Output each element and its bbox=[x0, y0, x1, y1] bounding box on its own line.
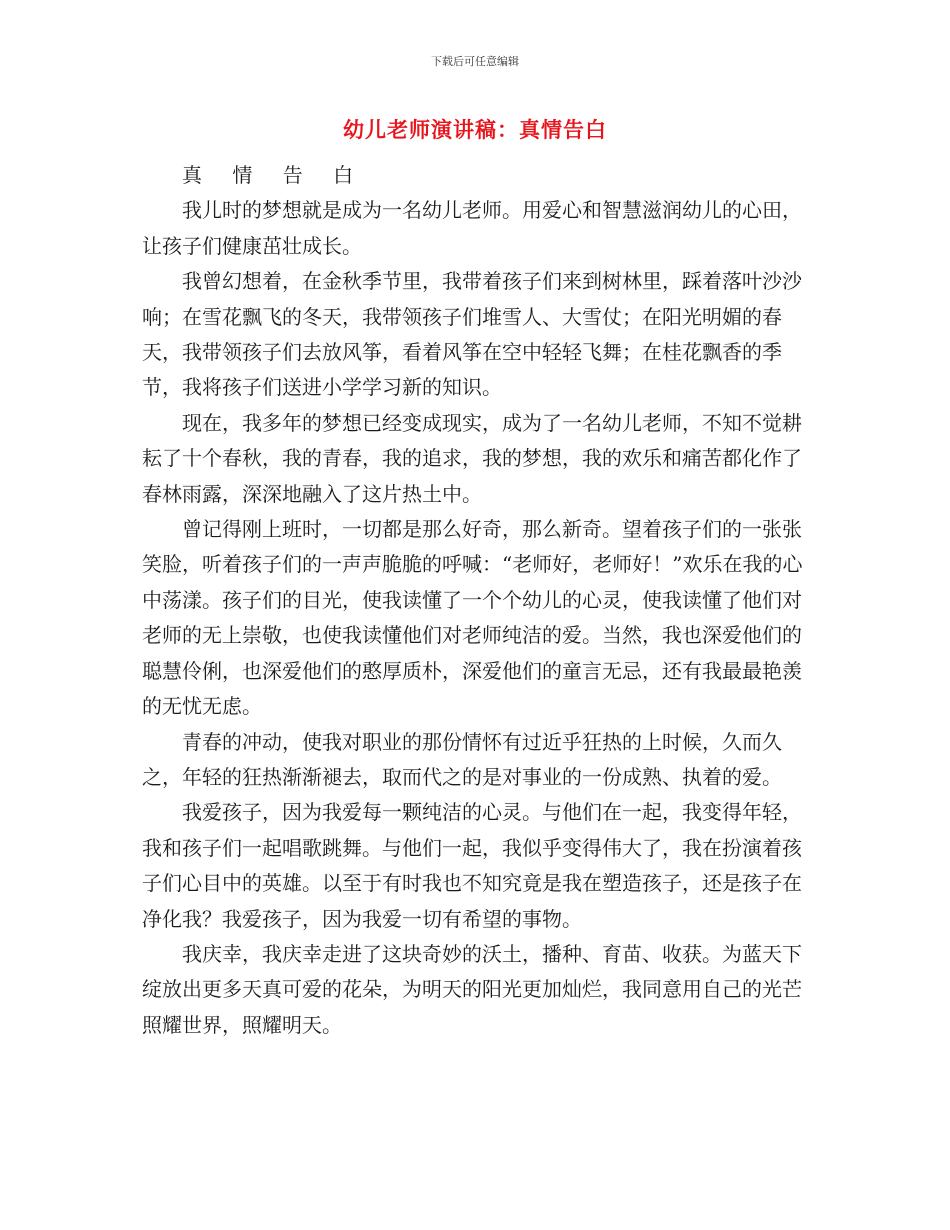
paragraph: 我儿时的梦想就是成为一名幼儿老师。用爱心和智慧滋润幼儿的心田，让孩子们健康茁壮成长。 bbox=[142, 198, 802, 258]
document-subtitle: 真 情 告 白 bbox=[182, 163, 366, 187]
paragraph: 我爱孩子，因为我爱每一颗纯洁的心灵。与他们在一起，我变得年轻，我和孩子们一起唱歌跳舞。与他们一起，我似乎变得伟大了，我在扮演着孩子们心目中的英雄。以至于有时我也不知究竟是我在塑造孩子，还是孩子在净化我？我爱孩子，因为我爱一切有希望的事物。 bbox=[142, 800, 802, 931]
paragraph: 我庆幸，我庆幸走进了这块奇妙的沃土，播种、育苗、收获。为蓝天下绽放出更多天真可爱的花朵，为明天的阳光更加灿烂，我同意用自己的光芒照耀世界，照耀明天。 bbox=[142, 941, 802, 1037]
header-note: 下载后可任意编辑 bbox=[431, 55, 519, 68]
paragraph: 我曾幻想着，在金秋季节里，我带着孩子们来到树林里，踩着落叶沙沙响；在雪花飘飞的冬天，我带领孩子们堆雪人、大雪仗；在阳光明媚的春天，我带领孩子们去放风筝，看着风筝在空中轻轻飞舞；在桂花飘香的季节，我将孩子们送进小学学习新的知识。 bbox=[142, 269, 802, 400]
paragraph: 青春的冲动，使我对职业的那份情怀有过近乎狂热的上时候，久而久之，年轻的狂热渐渐褪去，取而代之的是对事业的一份成熟、执着的爱。 bbox=[142, 729, 782, 789]
document-body bbox=[142, 158, 807, 1043]
paragraph: 现在，我多年的梦想已经变成现实，成为了一名幼儿老师，不知不觉耕耘了十个春秋，我的青春，我的追求，我的梦想，我的欢乐和痛苦都化作了春林雨露，深深地融入了这片热土中。 bbox=[142, 410, 802, 506]
paragraph: 曾记得刚上班时，一切都是那么好奇，那么新奇。望着孩子们的一张张笑脸，听着孩子们的一声声脆脆的呼喊：“老师好，老师好！”欢乐在我的心中荡漾。孩子们的目光，使我读懂了一个个幼儿的心灵，使我读懂了他们对老师的无上崇敬，也使我读懂他们对老师纯洁的爱。当然，我也深爱他们的聪慧伶俐，也深爱他们的憨厚质朴，深爱他们的童言无忌，还有我最最艳羡的无忧无虑。 bbox=[142, 517, 803, 719]
document-title: 幼儿老师演讲稿：真情告白 bbox=[343, 118, 607, 142]
